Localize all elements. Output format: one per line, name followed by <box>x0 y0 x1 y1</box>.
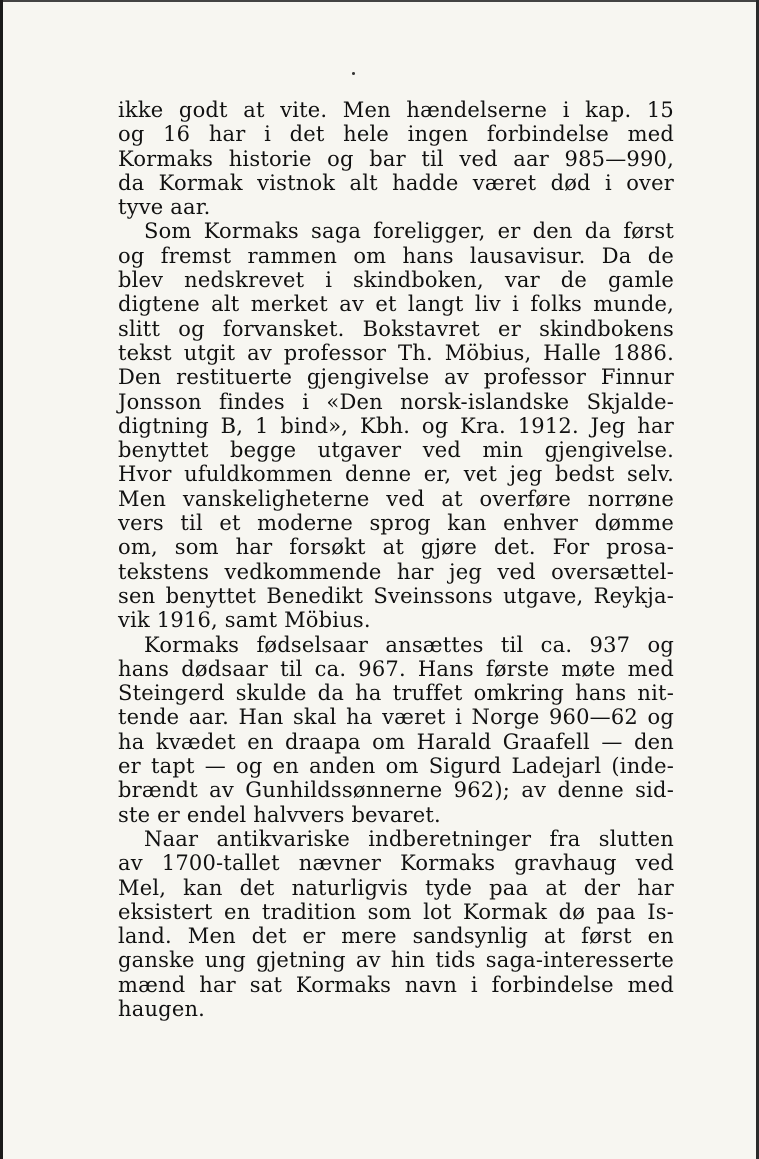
text-line: vers til et moderne sprog kan enhver dømme <box>118 511 674 536</box>
text-line: land. Men det er mere sandsynlig at først en <box>118 924 674 949</box>
text-line: om, som har forsøkt at gjøre det. For prosa- <box>118 535 674 560</box>
text-line: ganske ung gjetning av hin tids saga-interesserte <box>118 948 674 973</box>
ink-speck <box>352 72 355 75</box>
text-line: ha kvædet en draapa om Harald Graafell — den <box>118 729 674 754</box>
page-left-edge <box>0 0 3 1159</box>
text-line: tekstens vedkommende har jeg ved oversættel- <box>118 559 674 584</box>
text-line: ikke godt at vite. Men hændelserne i kap. 15 <box>118 98 674 122</box>
text-line: brændt av Gunhildssønnerne 962); av denne sid- <box>118 778 674 803</box>
text-line: Steingerd skulde da ha truffet omkring hans nit- <box>118 681 674 706</box>
text-line: benyttet begge utgaver ved min gjengivelse. <box>118 438 674 463</box>
text-line: digtene alt merket av et langt liv i folks munde, <box>118 292 674 317</box>
text-line: Den restituerte gjengivelse av professor Finnur <box>118 365 674 390</box>
paragraph <box>118 633 674 827</box>
text-line: er tapt — og en anden om Sigurd Ladejarl (inde- <box>118 754 674 779</box>
text-line: slitt og forvansket. Bokstavret er skindbokens <box>118 316 674 341</box>
text-line: haugen. <box>118 996 206 1021</box>
page-top-edge <box>0 0 759 2</box>
paragraph <box>118 98 674 219</box>
text-line: eksistert en tradition som lot Kormak dø paa Is- <box>118 899 674 924</box>
text-line: av 1700-tallet nævner Kormaks gravhaug ved <box>118 851 674 876</box>
text-line: tyve aar. <box>118 195 211 220</box>
text-line: mænd har sat Kormaks navn i forbindelse med <box>118 972 674 997</box>
paragraph <box>118 827 674 1021</box>
text-line: sen benyttet Benedikt Sveinssons utgave, Reykja- <box>118 583 674 608</box>
text-line: Jonsson findes i «Den norsk-islandske Skjalde- <box>118 389 674 414</box>
body-text <box>118 98 674 1021</box>
text-line: Naar antikvariske indberetninger fra slutten <box>144 826 674 851</box>
paragraph <box>118 219 674 632</box>
text-line: tekst utgit av professor Th. Möbius, Halle 1886. <box>118 340 674 365</box>
text-line: Kormaks fødselsaar ansættes til ca. 937 og <box>144 632 674 657</box>
text-line: Kormaks historie og bar til ved aar 985—990, <box>118 146 674 171</box>
text-line: og fremst rammen om hans lausavisur. Da de <box>118 243 674 268</box>
text-line: vik 1916, samt Möbius. <box>118 608 371 633</box>
text-line: Som Kormaks saga foreligger, er den da først <box>144 219 674 244</box>
text-line: Men vanskeligheterne ved at overføre norrøne <box>118 486 674 511</box>
text-line: tende aar. Han skal ha været i Norge 960—62 og <box>118 705 674 730</box>
text-line: Hvor ufuldkommen denne er, vet jeg bedst selv. <box>118 462 674 487</box>
text-line: blev nedskrevet i skindboken, var de gamle <box>118 268 674 293</box>
text-line: og 16 har i det hele ingen forbindelse med <box>118 122 674 147</box>
text-line: digtning B, 1 bind», Kbh. og Kra. 1912. Jeg har <box>118 413 674 438</box>
text-line: ste er endel halvvers bevaret. <box>118 802 441 827</box>
text-line: Mel, kan det naturligvis tyde paa at der har <box>118 875 674 900</box>
text-line: hans dødsaar til ca. 967. Hans første møte med <box>118 656 674 681</box>
text-line: da Kormak vistnok alt hadde været død i over <box>118 170 674 195</box>
